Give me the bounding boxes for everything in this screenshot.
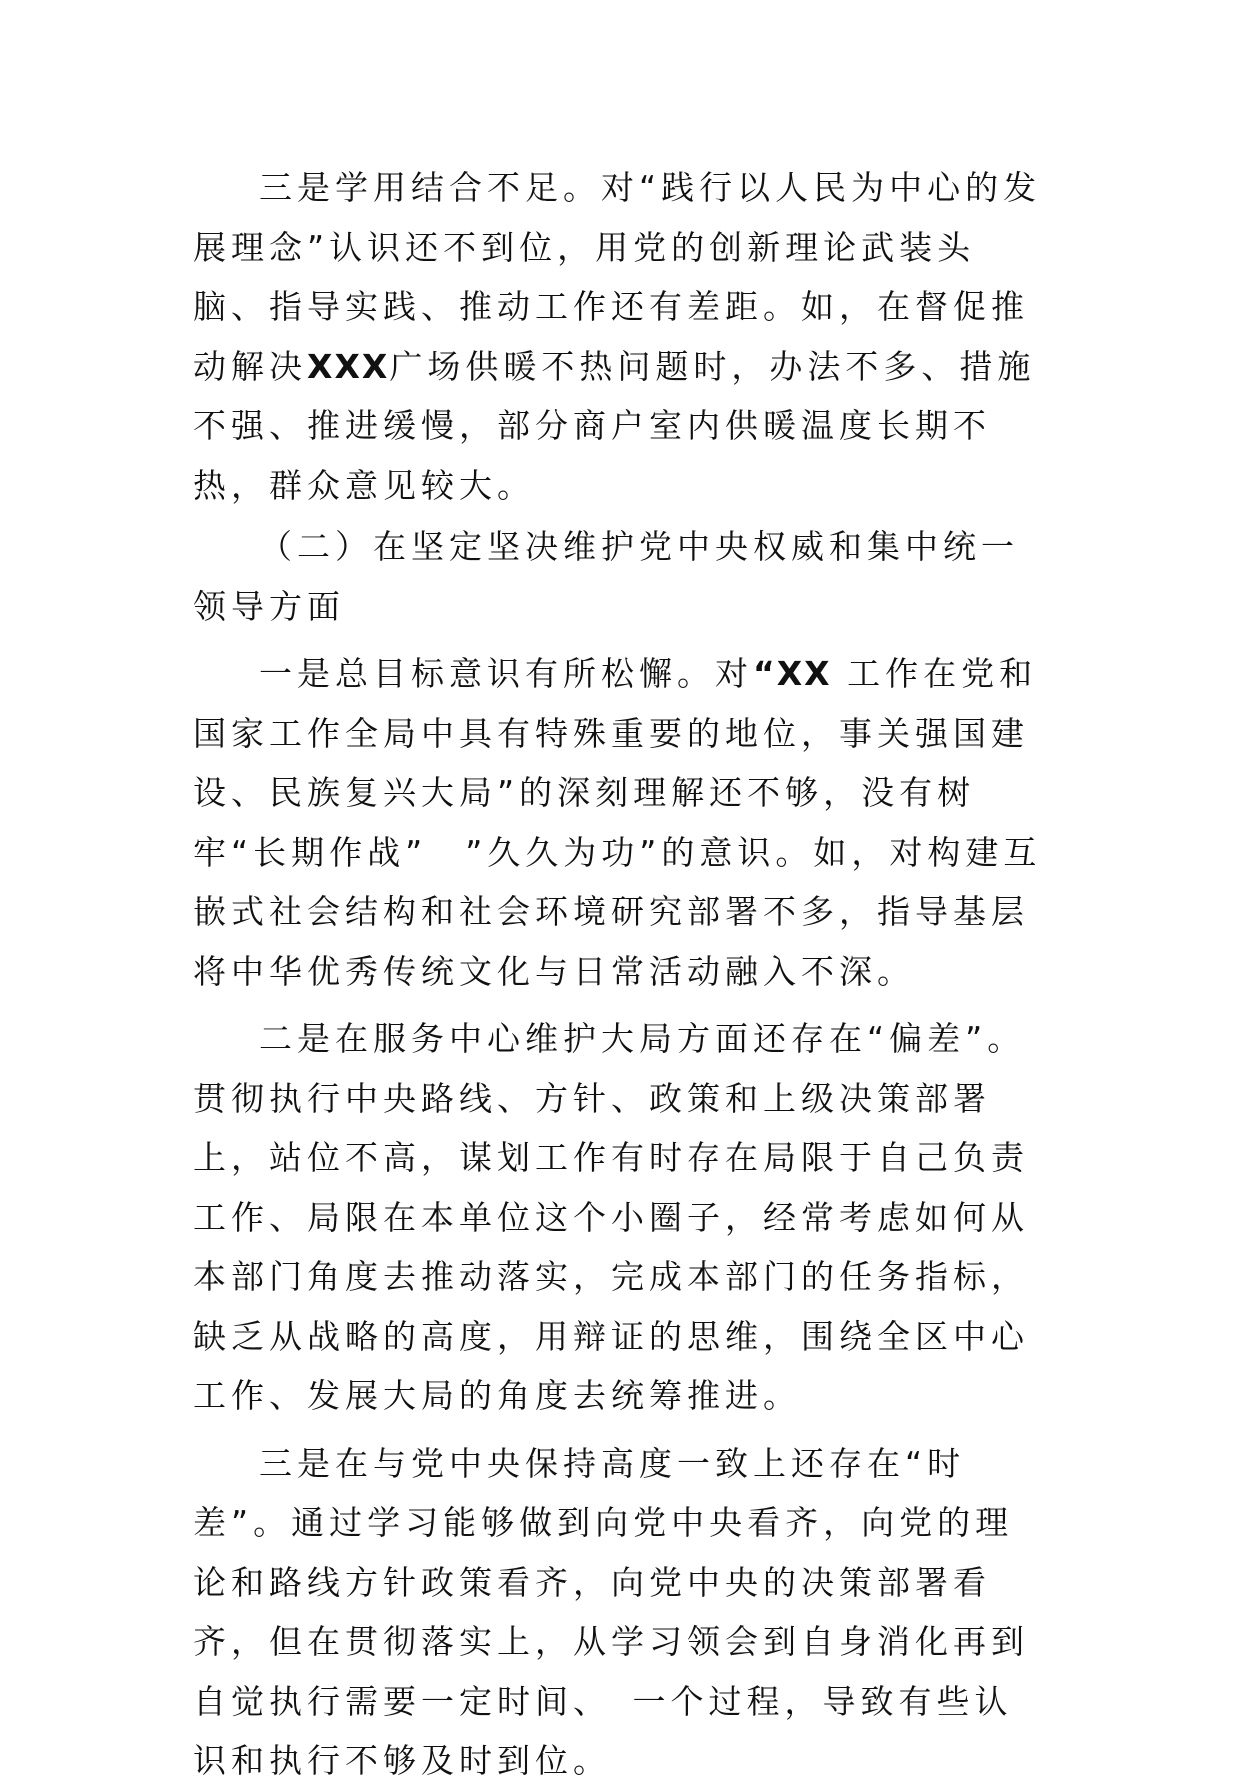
paragraph-text: 一是总目标意识有所松懈。对 — [259, 654, 753, 693]
paragraph-alignment: 三是在与党中央保持高度一致上还存在“时差”。通过学习能够做到向党中央看齐，向党的理论和路线方针政策看齐，向党中央的决策部署看齐，但在贯彻落实上，从学习领会到自身消化再到自觉执行需要一定时间、 一个过程，导致有些认识和执行不够及时到位。 — [193, 1443, 1029, 1780]
document-body — [193, 158, 1043, 1791]
paragraph-text: 广场供暖不热问题时，办法不多、措施不强、推进缓慢，部分商户室内供暖温度长期不热，群众意见较大。 — [193, 346, 1036, 505]
paragraph-text: 工作在党和国家工作全局中具有特殊重要的地位，事关强国建设、民族复兴大局”的深刻理解还不够，没有树牢“长期作战” ”久久为功”的意识。如，对构建互嵌式社会结构和社会环境研究部署不多，指导基层将中华优秀传统文化与日常活动融入不深。 — [193, 654, 1042, 991]
bold-placeholder: XXX — [307, 346, 390, 386]
paragraph-serving-center: 二是在服务中心维护大局方面还存在“偏差”。贯彻执行中央路线、方针、政策和上级决策部署上，站位不高，谋划工作有时存在局限于自己负责工作、局限在本单位这个小圈子，经常考虑如何从本部门角度去推动落实，完成本部门的任务指标，缺乏从战略的高度，用辩证的思维，围绕全区中心工作、发展大局的角度去统筹推进。 — [193, 1019, 1029, 1415]
bold-placeholder: “XX — [753, 654, 832, 693]
paragraph-overall-goal — [193, 644, 1043, 1001]
paragraph-text: 三是学用结合不足。对“践行以人民为中心的发展理念”认识还不到位，用党的创新理论武装头脑、指导实践、推动工作还有差距。如，在督促推动解决 — [193, 168, 1042, 386]
paragraph-study-application — [193, 158, 1043, 515]
section-heading: （二）在坚定坚决维护党中央权威和集中统一领导方面 — [193, 527, 1019, 626]
